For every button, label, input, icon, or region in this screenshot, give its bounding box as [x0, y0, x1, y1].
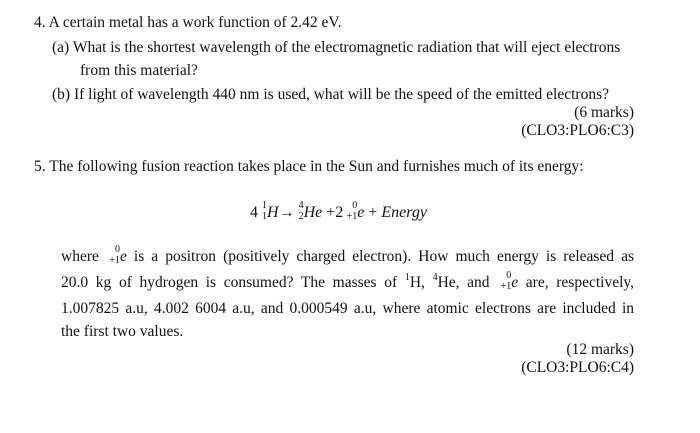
- inline-positron-symbol: e: [119, 248, 127, 265]
- paragraph-line-1-text: is a positron (positively charged electron). How much energy is released as: [133, 248, 635, 265]
- inline-h: H,: [409, 274, 425, 291]
- inline-positron-indices-2: [497, 270, 512, 293]
- hydrogen-atomic-number: 1: [262, 211, 267, 223]
- equation-plus-2: +: [368, 204, 378, 221]
- paragraph-line-3: [61, 297, 634, 321]
- positron-indices: [343, 200, 358, 223]
- hydrogen-nuclide-indices: [258, 200, 267, 223]
- question-4-stem: [34, 14, 342, 32]
- equation-coef-2: 2: [335, 204, 344, 221]
- question-5-text: The following fusion reaction takes place in the Sun and furnishes much of its energy:: [49, 158, 584, 175]
- energy-term: Energy: [381, 204, 427, 221]
- paragraph-line-3-text: 1.007825 a.u, 4.002 6004 a.u, and 0.000549 a.u, where atomic electrons are included in: [61, 300, 634, 317]
- inline-he: He, and: [437, 274, 490, 291]
- paragraph-line-1: [61, 245, 634, 269]
- question-4b-text: If light of wavelength 440 nm is used, what will be the speed of the emitted electrons?: [73, 86, 609, 103]
- question-4a-text: What is the shortest wavelength of the electromagnetic radiation that will eject electrons: [72, 39, 621, 56]
- question-4-clo: (CLO3:PLO6:C3): [521, 122, 634, 139]
- question-4a-line2: from this material?: [80, 62, 198, 79]
- inline-positron-bottom: +1: [109, 255, 120, 267]
- paragraph-line-4: [61, 320, 634, 344]
- question-4-number: 4.: [34, 14, 46, 31]
- question-5-number: 5.: [34, 158, 46, 175]
- question-5-marks: (12 marks): [566, 341, 634, 358]
- helium-symbol: He: [303, 204, 323, 221]
- question-4a-label: (a): [52, 39, 70, 56]
- paragraph-where: where: [61, 248, 99, 265]
- equation-plus-1: +: [326, 204, 336, 221]
- fusion-equation: [250, 200, 427, 223]
- helium-mass-number: 4: [298, 200, 304, 212]
- question-4-text: A certain metal has a work function of 2.42 eV.: [48, 14, 342, 31]
- positron-symbol: e: [357, 204, 365, 221]
- paragraph-line-2-text: 20.0 kg of hydrogen is consumed? The masses of: [61, 274, 398, 291]
- paragraph-line-2: [61, 271, 634, 297]
- question-5-stem: [34, 158, 584, 176]
- hydrogen-symbol: H: [267, 204, 279, 221]
- equation-coef-1: 4: [250, 204, 258, 221]
- inline-positron-top: 0: [114, 244, 120, 256]
- paragraph-line-4-text: the first two values.: [61, 323, 184, 340]
- inline-positron-symbol-2: e: [511, 274, 519, 291]
- helium-atomic-number: 2: [298, 211, 304, 223]
- reaction-arrow: →: [278, 204, 295, 221]
- question-4b-line: [52, 86, 609, 104]
- inline-h-mass: 1: [404, 272, 410, 283]
- question-5-clo: (CLO3:PLO6:C4): [521, 359, 634, 376]
- inline-positron-indices: [106, 244, 120, 267]
- inline-positron-bottom-2: +1: [500, 281, 512, 293]
- question-4-marks: (6 marks): [574, 104, 634, 121]
- positron-charge-number: +1: [346, 211, 358, 223]
- question-4b-label: (b): [52, 86, 71, 103]
- inline-he-mass: 4: [432, 272, 438, 283]
- hydrogen-mass-number: 1: [262, 200, 267, 212]
- question-4a-line1: [52, 39, 620, 57]
- helium-nuclide-indices: [295, 200, 304, 223]
- paragraph-line-2-end: are, respectively,: [525, 274, 635, 291]
- positron-mass-number: 0: [352, 200, 358, 212]
- inline-positron-top-2: 0: [506, 270, 512, 282]
